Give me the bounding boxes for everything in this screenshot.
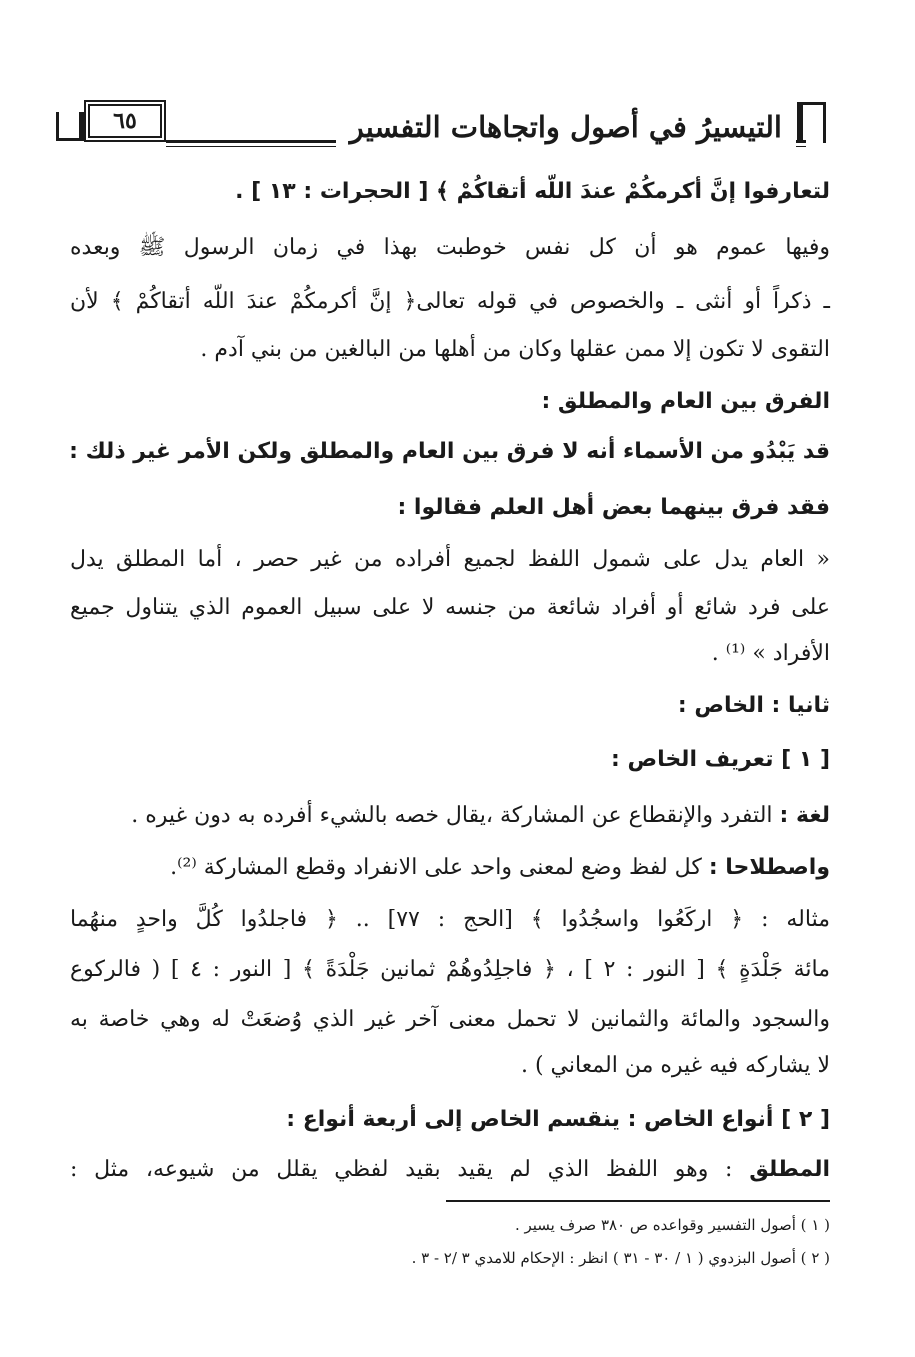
footnote: ( ١ ) أصول التفسير وقواعده ص ٣٨٠ صرف يسير . (514, 1216, 830, 1234)
paragraph-line: والسجود والمائة والثمانين لا تحمل معنى آخر غير الذي وُضعَتْ له وهي خاصة به (70, 1007, 830, 1032)
paragraph-line (70, 1150, 830, 1190)
paragraph-line: لا يشاركه فيه غيره من المعاني ) . (520, 1053, 830, 1078)
footnote: ( ٢ ) أصول البزدوي ( ١ / ٣٠ - ٣١ ) انظر : الإحكام للامدي ٣ /٢ - ٣ . (411, 1249, 830, 1267)
definition-text: التفرد والإنقطاع عن المشاركة ،يقال خصه بالشيء أفرده به دون غيره . (131, 803, 773, 828)
subheading: [ ١ ] تعريف الخاص : (611, 747, 830, 772)
paragraph-line: مثاله : ﴿ اركَعُوا واسجُدُوا ﴾ [الحج : ٧٧] .. ﴿ فاجلدُوا كُلَّ واحدٍ منهُما (70, 907, 830, 932)
subheading: [ ٢ ] أنواع الخاص : ينقسم الخاص إلى أربعة أنواع : (286, 1107, 830, 1132)
quote-line: الأفراد » ⁽¹⁾ . (711, 641, 830, 666)
page-number: ٦٥ (84, 100, 166, 142)
term-label: المطلق (749, 1157, 830, 1182)
definition-text: كل لفظ وضع لمعنى واحد على الانفراد وقطع المشاركة ⁽²⁾. (170, 855, 702, 880)
paragraph-line: التقوى لا تكون إلا ممن عقلها وكان من أهلها من البالغين من بني آدم . (200, 337, 830, 362)
footnote-rule (446, 1200, 830, 1202)
running-title: التيسيرُ في أصول واتجاهات التفسير (336, 106, 796, 148)
paragraph-line: مائة جَلْدَةٍ ﴾ [ النور : ٢ ] ، ﴿ فاجلِدُوهُمْ ثمانين جَلْدَةً ﴾ [ النور : ٤ ] ( فالركوع (70, 957, 830, 982)
paragraph-line: ـ ذكراً أو أنثى ـ والخصوص في قوله تعالى﴿ إنَّ أكرمكُمْ عندَ اللّه أتقاكُمْ ﴾ لأن (70, 289, 831, 314)
body-text (70, 0, 830, 1357)
definition-line (170, 848, 830, 888)
section-heading: ثانيا : الخاص : (677, 693, 830, 718)
paragraph-line: وفيها عموم هو أن كل نفس خوطبت بهذا في زمان الرسول ﷺ وبعده (70, 235, 830, 260)
subheading: فقد فرق بينهما بعض أهل العلم فقالوا : (397, 495, 830, 520)
bold-statement: قد يَبْدُو من الأسماء أنه لا فرق بين العام والمطلق ولكن الأمر غير ذلك : (69, 439, 830, 464)
verse-line: لتعارفوا إنَّ أكرمكُمْ عندَ اللّه أتقاكُمْ ﴾ [ الحجرات : ١٣ ] . (235, 179, 830, 204)
section-heading: الفرق بين العام والمطلق : (541, 389, 830, 414)
term-text: : وهو اللفظ الذي لم يقيد بقيد لفظي يقلل من شيوعه، مثل : (70, 1157, 733, 1182)
definition-label: واصطلاحا : (708, 855, 830, 880)
definition-line (131, 796, 830, 836)
definition-label: لغة : (779, 803, 830, 828)
quote-line: « العام يدل على شمول اللفظ لجميع أفراده من غير حصر ، أما المطلق يدل (70, 547, 830, 572)
quote-line: على فرد شائع أو أفراد شائعة من جنسه لا على سبيل العموم الذي يتناول جميع (70, 595, 830, 620)
